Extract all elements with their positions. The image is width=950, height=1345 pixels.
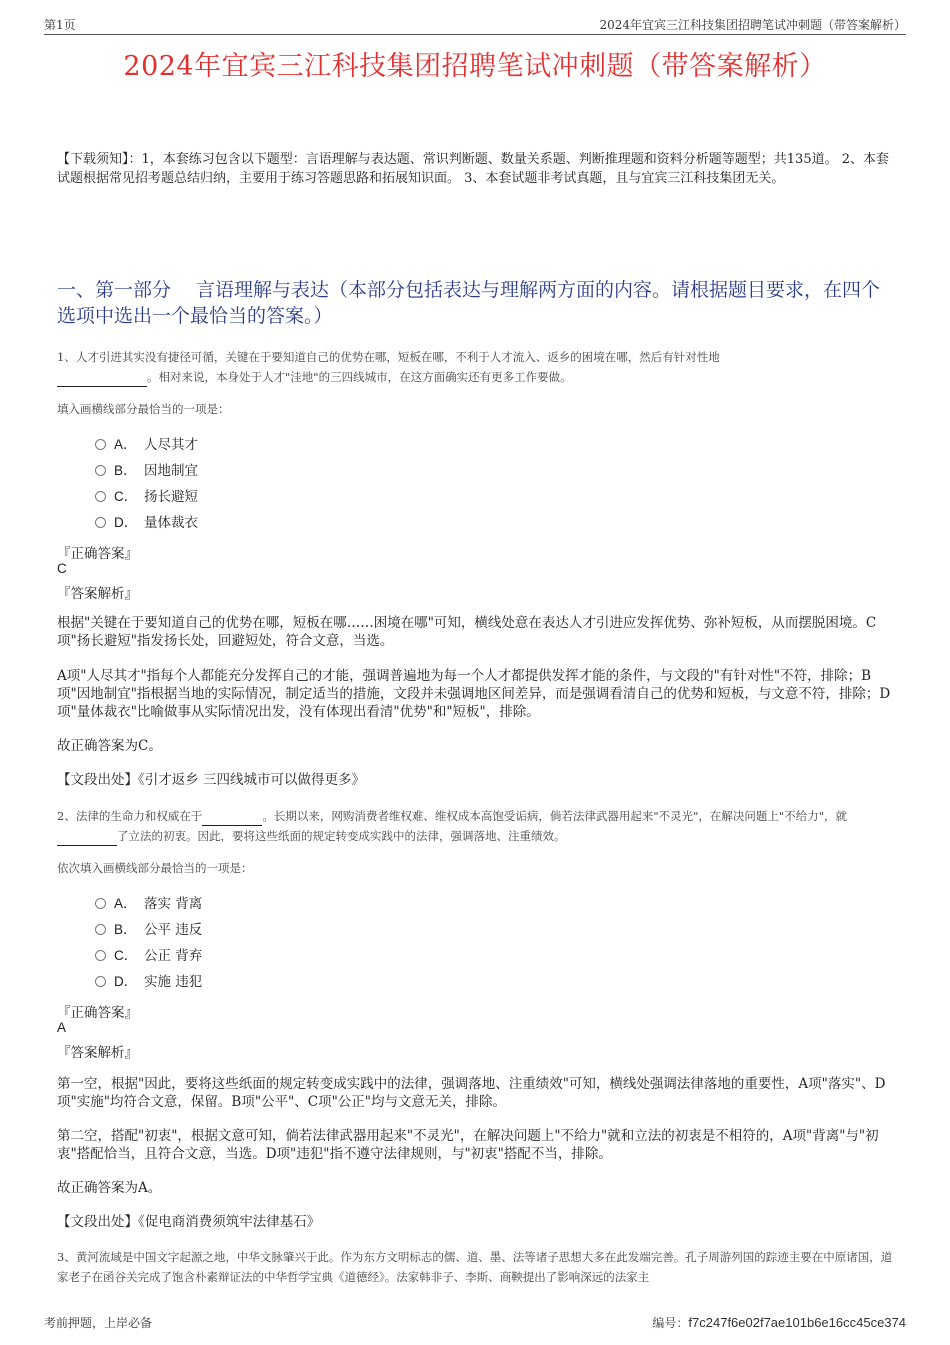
q1-options [95,432,495,536]
q2-blank-2 [57,833,117,846]
q1-analysis-1: 根据"关键在于要知道自己的优势在哪，短板在哪……困境在哪"可知，横线处意在表达人才引进应发挥优势、弥补短板，从而摆脱困境。C项"扬长避短"指发扬长处，回避短处，符合文意，当选。 [57,615,877,649]
q1-option-c[interactable]: C． 扬长避短 [95,484,495,510]
q1-analysis-2: A项"人尽其才"指每个人都能充分发挥自己的才能，强调普遍地为每一个人才都提供发挥才能的条件，与文段的"有针对性"不符，排除；B项"因地制宜"指根据当地的实际情况，制定适当的措施，文段并未强调地区间差异，而是强调看清自己的优势和短板，与文意不符，排除；D项"量体裁衣"比喻做事从实际情况出发，没有体现出看清"优势"和"短板"，排除。 [57,668,891,720]
q3-stem: 3、黄河流域是中国文字起源之地，中华文脉肇兴于此。作为东方文明标志的儒、道、墨、法等诸子思想大多在此发端完善。孔子周游列国的踪迹主要在中原诸国，道家老子在函谷关完成了饱含朴素辩证法的中华哲学宝典《道德经》。法家韩非子、李斯、商鞅提出了影响深远的法家主 [57,1250,893,1284]
q1-analysis-label: 『答案解析』 [57,586,138,602]
download-notice: 【下载须知】：1，本套练习包含以下题型：言语理解与表达题、常识判断题、数量关系题、判断推理题和资料分析题等题型；共135道。 2、本套试题根据常见招考题总结归纳，主要用于练习答题思路和拓展知识面。 3、本套试题非考试真题，且与宜宾三江科技集团无关。 [57,152,889,186]
q2-source: 【文段出处】《促电商消费须筑牢法律基石》 [57,1214,321,1230]
q1-stem: 1、人才引进其实没有捷径可循，关键在于要知道自己的优势在哪，短板在哪，不利于人才流入、返乡的困境在哪，然后有针对性地 。相对来说，本身处于人才"洼地"的三四线城市，在这方面确实还有更多工作要做。 [57,347,897,387]
q2-prompt: 依次填入画横线部分最恰当的一项是： [57,861,253,875]
q1-answer: C [57,561,67,576]
page-footer [44,1314,906,1331]
footer-code-wrap [652,1314,906,1331]
radio-icon[interactable] [95,976,106,987]
q1-option-a[interactable]: A． 人尽其才 [95,432,495,458]
q2-analysis-1: 第一空，根据"因此，要将这些纸面的规定转变成实践中的法律，强调落地、注重绩效"可知，横线处强调法律落地的重要性，A项"落实"、D项"实施"均符合文意，保留。B项"公平"、C项"公正"均与文意无关，排除。 [57,1076,886,1110]
radio-icon[interactable] [95,898,106,909]
footer-code-label: 编号： [652,1316,689,1330]
section-heading: 一、第一部分 言语理解与表达（本部分包括表达与理解两方面的内容。请根据题目要求，在四个选项中选出一个最恰当的答案。） [57,279,881,327]
radio-icon[interactable] [95,517,106,528]
page-title: 2024年宜宾三江科技集团招聘笔试冲刺题（带答案解析） [123,51,827,82]
q1-source: 【文段出处】《引才返乡 三四线城市可以做得更多》 [57,772,366,788]
q2-analysis-2: 第二空，搭配"初衷"，根据文意可知，倘若法律武器用起来"不灵光"，在解决问题上"不给力"就和立法的初衷是不相符的，A项"背离"与"初衷"搭配恰当，且符合文意，当选。D项"违犯"指不遵守法律规则，与"初衷"搭配不当，排除。 [57,1128,879,1162]
radio-icon[interactable] [95,439,106,450]
q2-correct-label: 『正确答案』 [57,1005,138,1021]
q2-option-d[interactable]: D． 实施 违犯 [95,969,495,995]
q2-option-c[interactable]: C． 公正 背弃 [95,943,495,969]
q2-option-b[interactable]: B． 公平 违反 [95,917,495,943]
q1-option-b[interactable]: B． 因地制宜 [95,458,495,484]
q2-options [95,891,495,995]
radio-icon[interactable] [95,924,106,935]
q1-analysis-3: 故正确答案为C。 [57,738,162,754]
q1-blank [57,374,147,387]
radio-icon[interactable] [95,491,106,502]
q2-option-a[interactable]: A． 落实 背离 [95,891,495,917]
q2-blank-1 [202,813,262,826]
q2-analysis-3: 故正确答案为A。 [57,1180,162,1196]
page-header [44,14,906,35]
radio-icon[interactable] [95,465,106,476]
page-number: 第1页 [44,18,76,32]
q2-analysis-label: 『答案解析』 [57,1045,138,1061]
header-doc-title: 2024年宜宾三江科技集团招聘笔试冲刺题（带答案解析） [599,18,906,32]
q1-option-d[interactable]: D． 量体裁衣 [95,510,495,536]
radio-icon[interactable] [95,950,106,961]
q2-answer: A [57,1020,67,1035]
footer-slogan: 考前押题，上岸必备 [44,1316,153,1330]
q2-stem: 2、法律的生命力和权威在于 。长期以来，网购消费者维权难、维权成本高饱受诟病，倘若法律武器用起来"不灵光"，在解决问题上"不给力"，就了立法的初衷。因此，要将这些纸面的规定转变成实践中的法律，强调落地、注重绩效。 [57,806,897,846]
q1-correct-label: 『正确答案』 [57,546,138,562]
footer-code: f7c247f6e02f7ae101b6e16cc45ce374 [688,1315,906,1330]
q1-prompt: 填入画横线部分最恰当的一项是： [57,402,230,416]
